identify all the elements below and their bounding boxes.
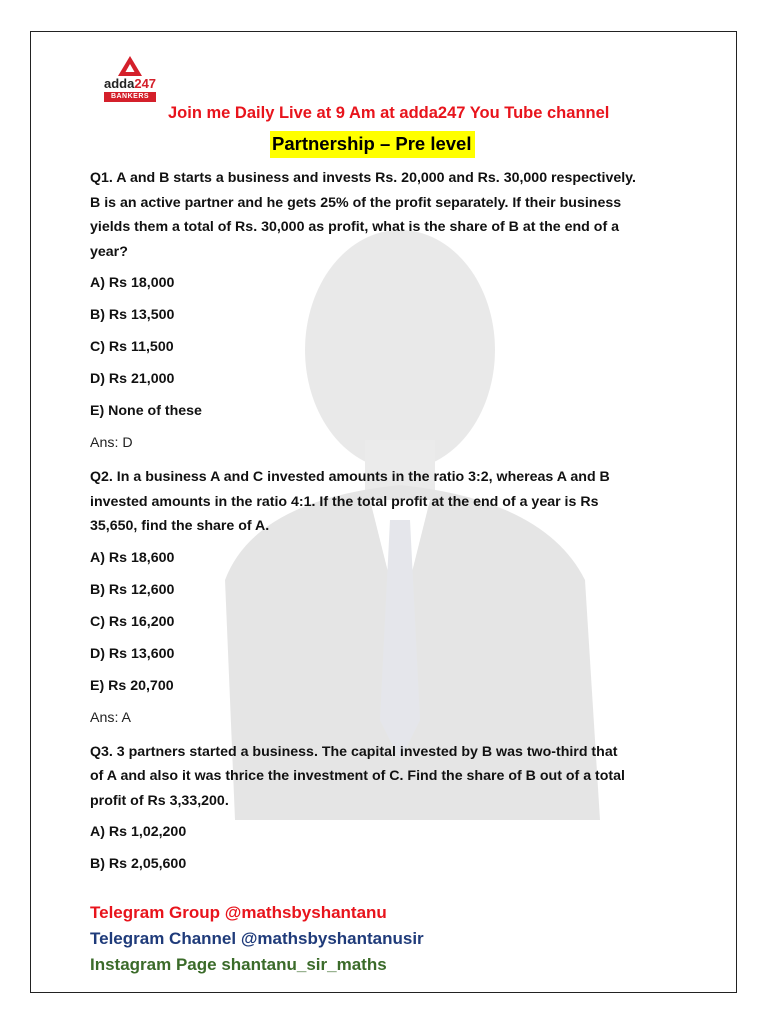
option: C) Rs 11,500 (90, 339, 174, 355)
adda247-logo (104, 55, 156, 117)
question-text-line: profit of Rs 3,33,200. (90, 792, 229, 809)
option: B) Rs 13,500 (90, 307, 175, 323)
question-text-line: B is an active partner and he gets 25% of the profit separately. If their business (90, 194, 622, 211)
question-3 (90, 740, 690, 875)
promo-line: Join me Daily Live at 9 Am at adda247 You Tube channel (168, 104, 610, 122)
question-text-line: of A and also it was thrice the investment of C. Find the share of B out of a total (90, 768, 625, 784)
question-text-line: Q2. In a business A and C invested amounts in the ratio 3:2, whereas A and B (90, 469, 610, 485)
question-1 (90, 166, 690, 453)
option: E) Rs 20,700 (90, 677, 174, 694)
option: D) Rs 21,000 (90, 371, 175, 387)
option: E) None of these (90, 403, 202, 419)
telegram-group-link[interactable]: Telegram Group @mathsbyshantanu (90, 903, 387, 922)
question-text-line: invested amounts in the ratio 4:1. If the total profit at the end of a year is Rs (90, 493, 599, 510)
option: C) Rs 16,200 (90, 613, 175, 630)
footer-links (90, 900, 424, 978)
question-text-line: Q1. A and B starts a business and invests Rs. 20,000 and Rs. 30,000 respectively. (90, 170, 636, 186)
logo-banner: BANKERS (104, 92, 156, 102)
logo-wordmark: adda247 (104, 76, 157, 91)
page-title: Partnership – Pre level (270, 131, 475, 158)
instagram-page-link[interactable]: Instagram Page shantanu_sir_maths (90, 955, 387, 974)
option: A) Rs 18,000 (90, 275, 175, 291)
question-content (90, 166, 690, 874)
telegram-channel-link[interactable]: Telegram Channel @mathsbyshantanusir (90, 929, 424, 948)
answer: Ans: A (90, 709, 132, 726)
answer: Ans: D (90, 435, 133, 451)
question-text-line: year? (90, 243, 128, 260)
option: A) Rs 1,02,200 (90, 824, 187, 840)
question-2 (90, 465, 690, 728)
option: B) Rs 2,05,600 (90, 856, 187, 872)
option: A) Rs 18,600 (90, 549, 175, 566)
question-text-line: Q3. 3 partners started a business. The capital invested by B was two-third that (90, 743, 618, 760)
question-text-line: yields them a total of Rs. 30,000 as profit, what is the share of B at the end of a (90, 219, 620, 235)
option: D) Rs 13,600 (90, 645, 175, 662)
question-text-line: 35,650, find the share of A. (90, 518, 270, 534)
option: B) Rs 12,600 (90, 581, 175, 598)
adda247-triangle-icon (117, 55, 143, 77)
